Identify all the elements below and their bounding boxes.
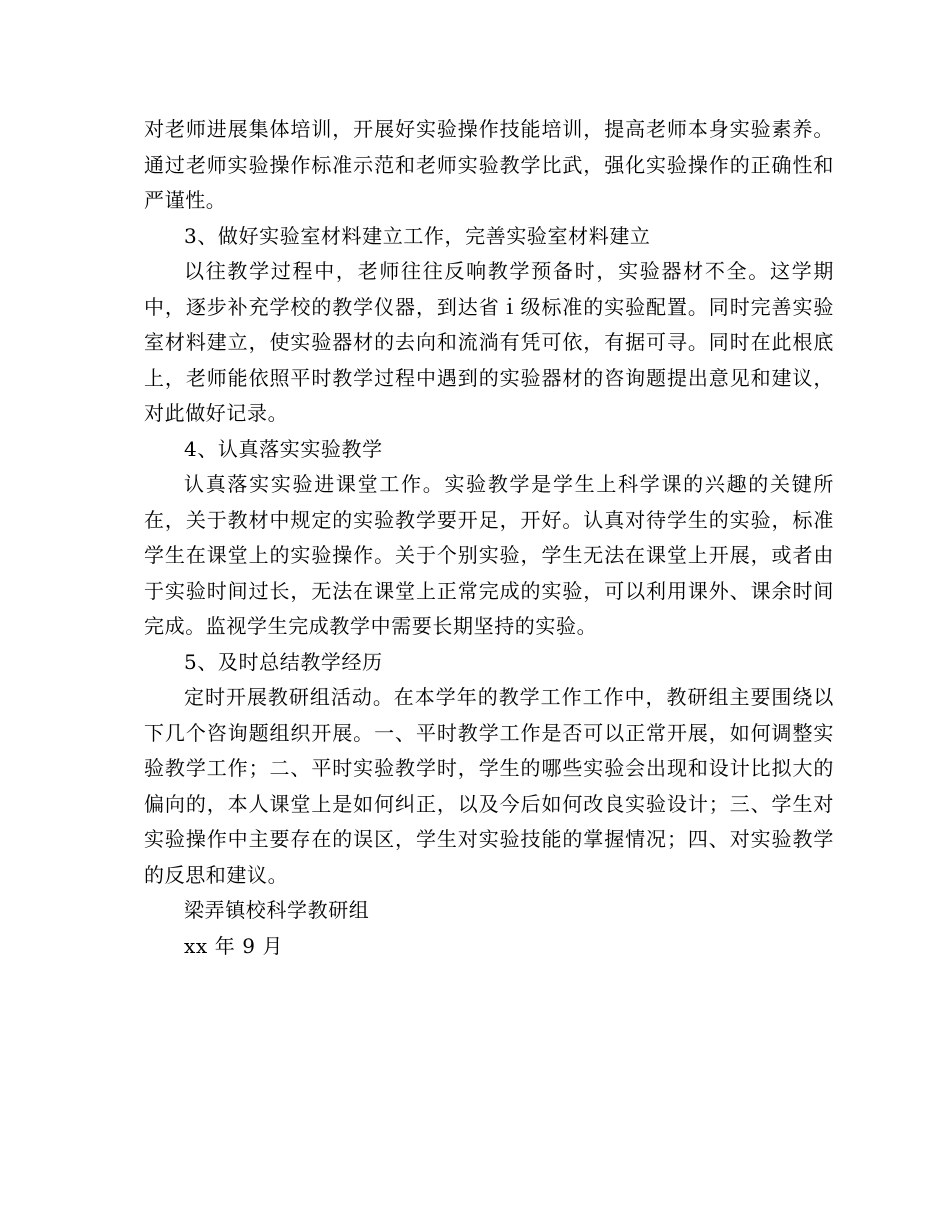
section-heading-5: 5、及时总结教学经历: [184, 649, 383, 674]
paragraph-section-5: 定时开展教研组活动。在本学年的教学工作工作中，教研组主要围绕以下几个咨询题组织开展。一、平时教学工作是否可以正常开展，如何调整实验教学工作；二、平时实验教学时，学生的哪些实验会出现和设计比拟大的偏向的，本人课堂上是如何纠正，以及今后如何改良实验设计；三、学生对实验操作中主要存在的误区，学生对实验技能的掌握情况；四、对实验教学的反思和建议。: [144, 685, 834, 887]
document-body: [144, 112, 834, 964]
section-heading-3: 3、做好实验室材料建立工作，完善实验室材料建立: [184, 223, 651, 248]
signature-date: xx 年 9 月: [184, 933, 284, 958]
section-heading-4: 4、认真落实实验教学: [184, 436, 383, 461]
signature-organization: 梁弄镇校科学教研组: [184, 898, 370, 922]
paragraph-section-4: 认真落实实验进课堂工作。实验教学是学生上科学课的兴趣的关键所在，关于教材中规定的实验教学要开足，开好。认真对待学生的实验，标准学生在课堂上的实验操作。关于个别实验，学生无法在课堂上开展，或者由于实验时间过长，无法在课堂上正常完成的实验，可以利用课外、课余时间完成。监视学生完成教学中需要长期坚持的实验。: [144, 472, 834, 638]
paragraph-section-3: 以往教学过程中，老师往往反响教学预备时，实验器材不全。这学期中，逐步补充学校的教学仪器，到达省ｉ级标准的实验配置。同时完善实验室材料建立，使实验器材的去向和流淌有凭可依，有据可寻。同时在此根底上，老师能依照平时教学过程中遇到的实验器材的咨询题提出意见和建议，对此做好记录。: [144, 259, 834, 425]
paragraph-intro: 对老师进展集体培训，开展好实验操作技能培训，提高老师本身实验素养。通过老师实验操作标准示范和老师实验教学比武，强化实验操作的正确性和严谨性。: [144, 117, 834, 212]
